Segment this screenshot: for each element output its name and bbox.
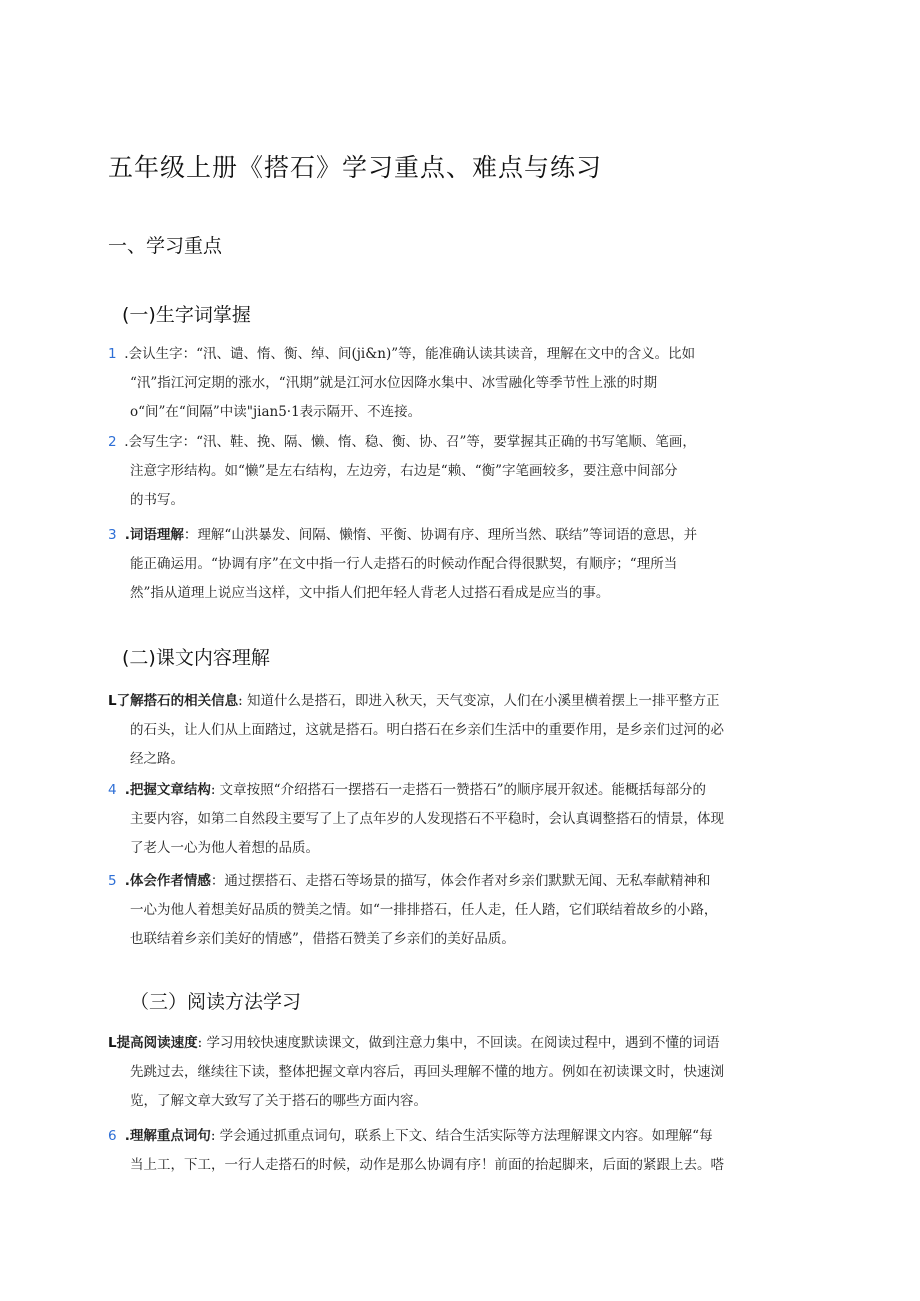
item-text-line: : 知道什么是搭石，即进入秋天，天气变凉，人们在小溪里横着摆上一排平整方正	[238, 693, 720, 709]
item-heading: 了解搭石的相关信息	[116, 693, 239, 709]
list-item	[108, 867, 808, 954]
item-text-line: 了老人一心为他人着想的品质。	[130, 840, 319, 856]
item-text-line: 经之路。	[130, 751, 184, 767]
item-text-line: .会认生字：“汛、谴、惰、衡、绰、间(ji&n)”等，能准确认读其读音，理解在文中的含义。比如	[120, 346, 696, 362]
item-text-line: 的书写。	[130, 492, 184, 508]
item-text-line: 注意字形结构。如“懒”是左右结构，左边旁，右边是“赖、“衡”字笔画较多，要注意中间部分	[130, 463, 678, 479]
item-number: 4	[108, 782, 117, 798]
item-text-line: 能正确运用。“协调有序”在文中指一行人走搭石的时候动作配合得很默契，有顺序；“理所当	[130, 556, 678, 572]
item-text-line: .会写生字：“汛、鞋、挽、隔、懒、惰、稳、衡、协、召”等，要掌握其正确的书写笔顺、笔画，	[120, 434, 696, 450]
item-number: 2	[108, 434, 117, 450]
item-number: 5	[108, 873, 117, 889]
item-text-line: 的石头，让人们从上面踏过，这就是搭石。明白搭石在乡亲们生活中的重要作用，是乡亲们过河的必	[130, 722, 724, 738]
item-text-line: 当上工，下工，一行人走搭石的时候，动作是那么协调有序！前面的抬起脚来，后面的紧跟上去。嗒	[130, 1157, 724, 1173]
item-heading: .理解重点词句	[120, 1128, 211, 1144]
item-number: L	[108, 693, 117, 709]
item-number: L	[108, 1035, 117, 1051]
item-number: 3	[108, 527, 117, 543]
document-title: 五年级上册《搭石》学习重点、难点与练习	[108, 153, 603, 182]
subsection-heading-reading-methods: （三）阅读方法学习	[130, 991, 302, 1013]
item-text-line: ：通过摆搭石、走搭石等场景的描写，体会作者对乡亲们默默无闻、无私奉献精神和	[210, 873, 711, 889]
item-text-line: 览，了解文章大致写了关于搭石的哪些方面内容。	[130, 1093, 427, 1109]
item-heading: .体会作者情感	[120, 873, 211, 889]
list-item	[108, 1029, 808, 1116]
item-text-line: : 文章按照“介绍搭石一摆搭石一走搭石一赞搭石”的顺序展开叙述。能概括每部分的	[210, 782, 706, 798]
list-item	[108, 687, 808, 774]
subsection-heading-content: (二)课文内容理解	[122, 647, 270, 669]
item-number: 6	[108, 1128, 117, 1144]
item-text-line: 主要内容，如第二自然段主要写了上了点年岁的人发现搭石不平稳时，会认真调整搭石的情景，体现	[130, 811, 724, 827]
item-text-line: 先跳过去，继续往下读，整体把握文章内容后，再回头理解不懂的地方。例如在初读课文时，快速浏	[130, 1064, 724, 1080]
item-text-line: ：理解“山洪暴发、间隔、懒惰、平衡、协调有序、理所当然、联结”等词语的意思，并	[183, 527, 698, 543]
item-text-line: 一心为他人着想美好品质的赞美之情。如“一排排搭石，任人走，任人踏，它们联结着故乡的小路，	[130, 902, 718, 918]
item-text-line: 然”指从道理上说应当这样，文中指人们把年轻人背老人过搭石看成是应当的事。	[130, 585, 610, 601]
item-text-line: : 学会通过抓重点词句，联系上下文、结合生活实际等方法理解课文内容。如理解“每	[210, 1128, 713, 1144]
subsection-heading-vocabulary: (一)生字词掌握	[122, 304, 251, 326]
section-heading-key-points: 一、学习重点	[108, 235, 223, 257]
list-item	[108, 428, 808, 515]
item-number: 1	[108, 346, 117, 362]
item-text-line: : 学习用较快速度默读课文，做到注意力集中，不回读。在阅读过程中，遇到不懂的词语	[197, 1035, 720, 1051]
list-item	[108, 521, 808, 608]
item-heading: .词语理解	[120, 527, 184, 543]
list-item	[108, 340, 808, 427]
item-text-line: o“间”在“间隔”中读"jian5·1表示隔开、不连接。	[130, 404, 422, 420]
item-heading: 提高阅读速度	[116, 1035, 198, 1051]
list-item	[108, 1122, 808, 1180]
item-text-line: 也联结着乡亲们美好的情感”，借搭石赞美了乡亲们的美好品质。	[130, 931, 515, 947]
item-text-line: “汛”指江河定期的涨水，“汛期”就是江河水位因降水集中、冰雪融化等季节性上涨的时期	[130, 375, 658, 391]
list-item	[108, 776, 808, 863]
item-heading: .把握文章结构	[120, 782, 211, 798]
